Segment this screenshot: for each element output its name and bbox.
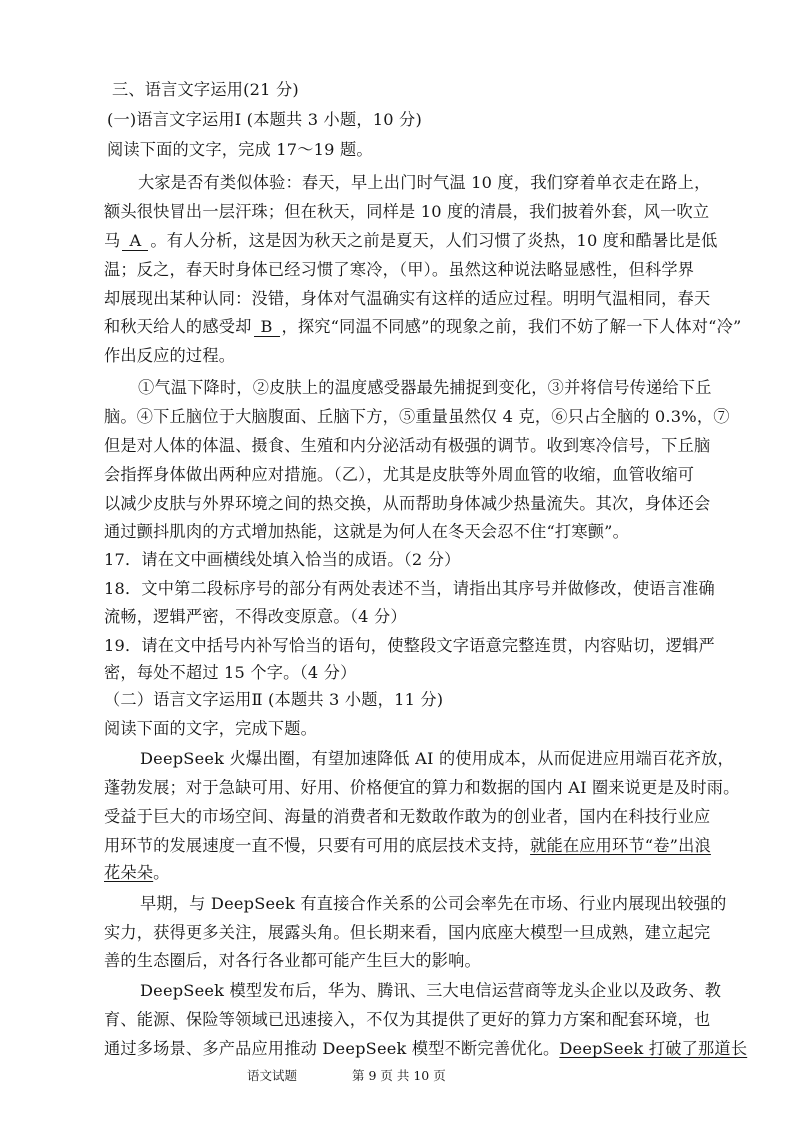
passage2-line xyxy=(104,835,711,857)
passage1-line: 通过颤抖肌肉的方式增加热能，这就是为何人在冬天会忍不住“打寒颤”。 xyxy=(104,522,629,541)
blank-a: A xyxy=(122,232,148,251)
underlined-sentence: 花朵朵 xyxy=(104,863,154,882)
passage2-line: 早期，与 DeepSeek 有直接合作关系的公司会率先在市场、行业内展现出较强的 xyxy=(140,894,727,913)
passage2-text: 。 xyxy=(153,863,170,882)
footer-page-info: 第 9 页 共 10 页 xyxy=(352,1068,446,1083)
passage1-line: 但是对人体的体温、摄食、生殖和内分泌活动有极强的调节。收到寒冷信号，下丘脑 xyxy=(104,436,711,455)
passage2-line: DeepSeek 火爆出圈，有望加速降低 AI 的使用成本，从而促进应用端百花齐放， xyxy=(140,749,734,768)
passage1-line: 却展现出某种认同：没错，身体对气温确实有这样的适应过程。明明气温相同，春天 xyxy=(104,289,711,308)
passage2-line: 育、能源、保险等领域已迅速接入，不仅为其提供了更好的算力方案和配套环境，也 xyxy=(104,1010,711,1029)
passage1-line: ①气温下降时，②皮肤上的温度感受器最先捕捉到变化，③并将信号传递给下丘 xyxy=(138,378,712,397)
passage2-line: 善的生态圈后，对各行各业都可能产生巨大的影响。 xyxy=(104,951,481,970)
passage2-text: 用环节的发展速度一直不慢，只要有可用的底层技术支持， xyxy=(104,836,531,855)
question-19-cont: 密，每处不超过 15 个字。（4 分） xyxy=(104,663,357,682)
underlined-sentence: DeepSeek 打破了那道长 xyxy=(559,1039,748,1058)
part2-instruction: 阅读下面的文字，完成下题。 xyxy=(104,719,318,738)
question-19: 19．请在文中括号内补写恰当的语句，使整段文字语意完整连贯，内容贴切，逻辑严 xyxy=(104,636,715,655)
passage2-line: 实力，获得更多关注，展露头角。但长期来看，国内底座大模型一旦成熟，建立起完 xyxy=(104,923,711,942)
part2-heading: （二）语言文字运用Ⅱ (本题共 3 小题，11 分) xyxy=(104,690,444,709)
passage1-text: 。有人分析，这是因为秋天之前是夏天，人们习惯了炎热，10 度和酷暑比是低 xyxy=(150,231,718,250)
passage1-text: 和秋天给人的感受却 xyxy=(104,317,252,336)
passage2-line xyxy=(104,1038,747,1060)
question-18-cont: 流畅，逻辑严密，不得改变原意。（4 分） xyxy=(104,607,407,626)
passage2-line: 蓬勃发展；对于急缺可用、好用、价格便宜的算力和数据的国内 AI 圈来说更是及时雨。 xyxy=(104,778,740,797)
passage1-line: 以减少皮肤与外界环境之间的热交换，从而帮助身体减少热量流失。其次，身体还会 xyxy=(104,494,711,513)
passage1-line: 脑。④下丘脑位于大脑腹面、丘脑下方，⑤重量虽然仅 4 克，⑥只占全脑的 0.3%，⑦ xyxy=(104,407,730,426)
passage1-line: 大家是否有类似体验：春天，早上出门时气温 10 度，我们穿着单衣走在路上， xyxy=(138,173,711,192)
question-18: 18．文中第二段标序号的部分有两处表述不当，请指出其序号并做修改，使语言准确 xyxy=(104,579,715,598)
passage1-line: 作出反应的过程。 xyxy=(104,346,236,365)
blank-b: B xyxy=(254,318,280,337)
passage1-line xyxy=(104,230,718,252)
passage2-line xyxy=(104,862,170,884)
underlined-sentence: 就能在应用环节“卷”出浪 xyxy=(530,836,711,855)
footer-subject: 语文试题 xyxy=(247,1068,298,1083)
passage1-line: 温；反之，春天时身体已经习惯了寒冷，（甲）。虽然这种说法略显感性，但科学界 xyxy=(104,260,695,279)
passage2-line: 受益于巨大的市场空间、海量的消费者和无数敢作敢为的创业者，国内在科技行业应 xyxy=(104,807,711,826)
passage1-text: 马 xyxy=(104,231,121,250)
section-title: 三、语言文字运用(21 分) xyxy=(112,80,299,99)
passage1-line: 会指挥身体做出两种应对措施。（乙），尤其是皮肤等外周血管的收缩，血管收缩可 xyxy=(104,465,695,484)
passage1-text: ，探究“同温不同感”的现象之前，我们不妨了解一下人体对“冷” xyxy=(281,317,742,336)
part1-heading: (一)语言文字运用Ⅰ (本题共 3 小题，10 分) xyxy=(107,110,422,129)
passage2-line: DeepSeek 模型发布后，华为、腾讯、三大电信运营商等龙头企业以及政务、教 xyxy=(140,981,722,1000)
passage1-line xyxy=(104,316,741,338)
part1-instruction: 阅读下面的文字，完成 17～19 题。 xyxy=(107,140,373,159)
question-17: 17．请在文中画横线处填入恰当的成语。（2 分） xyxy=(104,550,461,569)
passage2-text: 通过多场景、多产品应用推动 DeepSeek 模型不断完善优化。 xyxy=(104,1039,560,1058)
passage1-line: 额头很快冒出一层汗珠；但在秋天，同样是 10 度的清晨，我们披着外套，风一吹立 xyxy=(104,202,710,221)
